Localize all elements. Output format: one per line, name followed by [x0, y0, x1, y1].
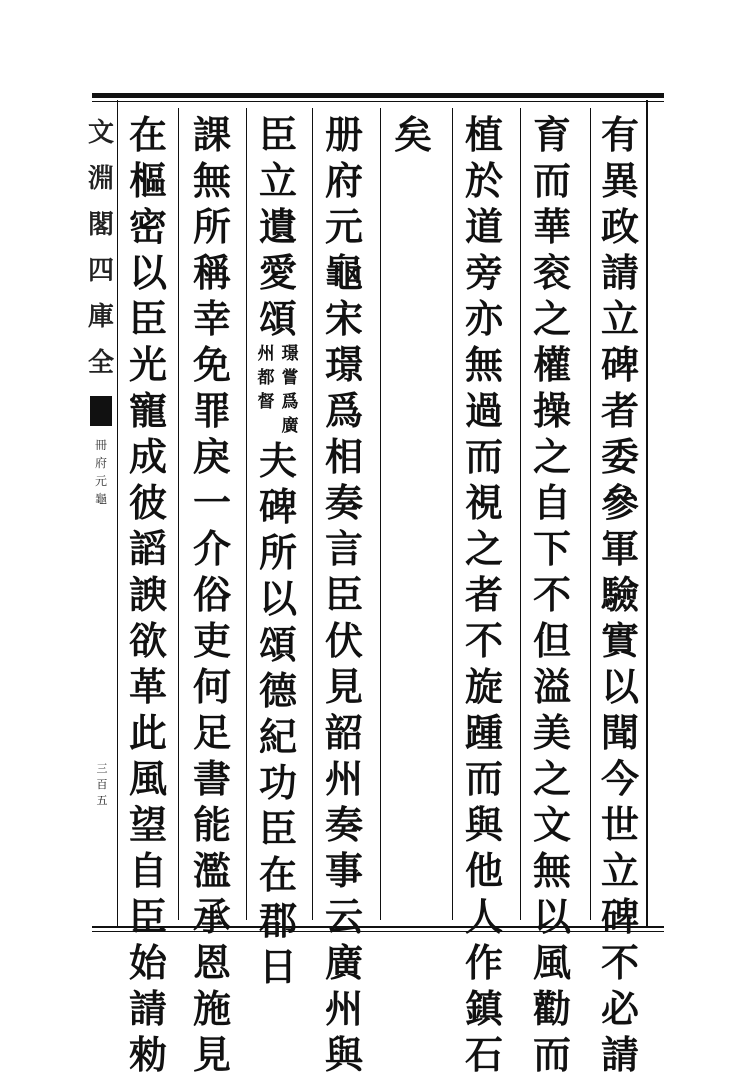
- text-char: 見: [324, 664, 363, 709]
- annotation-char: 爲: [281, 392, 299, 412]
- annotation-char: 都: [257, 368, 275, 388]
- text-char: 光: [128, 342, 167, 387]
- text-char: 請: [600, 250, 639, 295]
- column-divider: [312, 108, 313, 920]
- bottom-border-thin: [92, 931, 664, 932]
- text-char: 於: [464, 158, 503, 203]
- interlinear-annotation: [252, 342, 304, 438]
- margin-title: [88, 110, 114, 508]
- annotation-char: 嘗: [281, 368, 299, 388]
- text-char: 碑: [600, 342, 639, 387]
- text-char: 璟: [324, 342, 363, 387]
- page-number-char: 五: [96, 794, 108, 807]
- text-char: 臣: [258, 806, 297, 851]
- text-char: 下: [532, 526, 571, 571]
- text-char: 風: [128, 756, 167, 801]
- text-char: 華: [532, 204, 571, 249]
- column-divider: [246, 108, 247, 920]
- text-char: 石: [464, 1032, 503, 1077]
- text-char: 元: [324, 204, 363, 249]
- text-char: 自: [128, 848, 167, 893]
- text-char: 而: [464, 756, 503, 801]
- text-char: 美: [532, 710, 571, 755]
- text-char: 者: [464, 572, 503, 617]
- text-char: 無: [532, 848, 571, 893]
- text-char: 恩: [192, 940, 231, 985]
- text-char: 今: [600, 756, 639, 801]
- text-char: 旁: [464, 250, 503, 295]
- text-char: 世: [600, 802, 639, 847]
- margin-title-char: 庫: [88, 302, 115, 332]
- text-char: 足: [192, 710, 231, 755]
- text-char: 免: [192, 342, 231, 387]
- text-char: 諛: [128, 572, 167, 617]
- text-char: 施: [192, 986, 231, 1031]
- text-char: 實: [600, 618, 639, 663]
- text-char: 以: [600, 664, 639, 709]
- text-char: 臣: [258, 112, 297, 157]
- text-char: 承: [192, 894, 231, 939]
- margin-title-char: 閣: [88, 210, 115, 240]
- text-char: 廣: [324, 940, 363, 985]
- text-char: 而: [532, 158, 571, 203]
- text-char: 之: [532, 434, 571, 479]
- text-char: 之: [532, 296, 571, 341]
- text-char: 有: [600, 112, 639, 157]
- text-char: 州: [324, 756, 363, 801]
- text-char: 勑: [128, 1032, 167, 1077]
- text-char: 欲: [128, 618, 167, 663]
- text-char: 謟: [128, 526, 167, 571]
- text-char: 軍: [600, 526, 639, 571]
- text-char: 幸: [192, 296, 231, 341]
- text-char: 而: [532, 1032, 571, 1077]
- text-char: 見: [192, 1032, 231, 1077]
- text-char: 立: [258, 158, 297, 203]
- text-char: 在: [258, 852, 297, 897]
- text-char: 伏: [324, 618, 363, 663]
- text-char: 濫: [192, 848, 231, 893]
- text-char: 寵: [128, 388, 167, 433]
- top-border-thick: [92, 93, 664, 98]
- margin-section-char: 元: [94, 474, 107, 488]
- text-char: 册: [324, 112, 363, 157]
- text-char: 請: [128, 986, 167, 1031]
- text-char: 不: [464, 618, 503, 663]
- text-char: 奏: [324, 802, 363, 847]
- bottom-border: [92, 926, 664, 928]
- text-char: 一: [192, 480, 231, 525]
- annotation-char: 廣: [281, 416, 299, 436]
- fishtail-mark: [90, 396, 112, 426]
- text-char: 郡: [258, 898, 297, 943]
- column-divider: [452, 108, 453, 920]
- text-char: 德: [258, 668, 297, 713]
- text-char: 權: [532, 342, 571, 387]
- text-char: 稱: [192, 250, 231, 295]
- annotation-char: 督: [257, 392, 275, 412]
- text-char: 以: [532, 894, 571, 939]
- text-char: 踵: [464, 710, 503, 755]
- text-char: 立: [600, 296, 639, 341]
- text-char: 視: [464, 480, 503, 525]
- text-char: 以: [128, 250, 167, 295]
- text-char: 作: [464, 940, 503, 985]
- text-char: 功: [258, 760, 297, 805]
- text-char: 亦: [464, 296, 503, 341]
- text-char: 他: [464, 848, 503, 893]
- margin-title-char: 全: [88, 348, 115, 378]
- text-char: 人: [464, 894, 503, 939]
- text-column: [318, 112, 370, 1077]
- text-char: 韶: [324, 710, 363, 755]
- text-char: 臣: [128, 296, 167, 341]
- text-char: 臣: [128, 894, 167, 939]
- text-char: 不: [532, 572, 571, 617]
- margin-section-char: 龜: [94, 492, 107, 506]
- text-char: 吏: [192, 618, 231, 663]
- text-char: 不: [600, 940, 639, 985]
- text-char: 碑: [600, 894, 639, 939]
- text-char: 碑: [258, 484, 297, 529]
- text-char: 政: [600, 204, 639, 249]
- text-char: 過: [464, 388, 503, 433]
- margin-title-char: 淵: [88, 164, 115, 194]
- text-char: 言: [324, 526, 363, 571]
- text-char: 府: [324, 158, 363, 203]
- text-char: 植: [464, 112, 503, 157]
- text-column: [526, 112, 578, 1077]
- text-char: 鎮: [464, 986, 503, 1031]
- text-char: 而: [464, 434, 503, 479]
- text-char: 與: [464, 802, 503, 847]
- top-border-thin: [92, 101, 664, 102]
- text-char: 無: [192, 158, 231, 203]
- text-char: 矣: [393, 112, 432, 157]
- text-column: [252, 112, 304, 989]
- annotation-char: 州: [257, 344, 275, 364]
- text-char: 無: [464, 342, 503, 387]
- text-char: 頌: [258, 296, 297, 341]
- text-char: 書: [192, 756, 231, 801]
- text-char: 之: [464, 526, 503, 571]
- text-char: 宋: [324, 296, 363, 341]
- text-char: 革: [128, 664, 167, 709]
- text-char: 風: [532, 940, 571, 985]
- annotation-column-right: [279, 342, 301, 438]
- text-column: [186, 112, 238, 1077]
- text-column: [594, 112, 646, 1077]
- text-char: 道: [464, 204, 503, 249]
- text-char: 密: [128, 204, 167, 249]
- text-char: 驗: [600, 572, 639, 617]
- text-char: 成: [128, 434, 167, 479]
- text-char: 日: [258, 944, 297, 989]
- text-char: 頌: [258, 622, 297, 667]
- text-char: 操: [532, 388, 571, 433]
- page-number-char: 三: [96, 762, 108, 775]
- column-divider: [520, 108, 521, 920]
- text-char: 所: [258, 530, 297, 575]
- text-char: 俗: [192, 572, 231, 617]
- text-char: 爲: [324, 388, 363, 433]
- text-char: 介: [192, 526, 231, 571]
- text-char: 衮: [532, 250, 571, 295]
- text-char: 臣: [324, 572, 363, 617]
- text-char: 龜: [324, 250, 363, 295]
- text-char: 戾: [192, 434, 231, 479]
- text-char: 能: [192, 802, 231, 847]
- text-char: 此: [128, 710, 167, 755]
- margin-divider: [117, 100, 118, 928]
- text-char: 以: [258, 576, 297, 621]
- right-border: [646, 100, 648, 928]
- margin-section-char: 府: [94, 456, 107, 470]
- text-char: 聞: [600, 710, 639, 755]
- text-char: 奏: [324, 480, 363, 525]
- annotation-char: 璟: [281, 344, 299, 364]
- margin-title-char: 文: [88, 118, 115, 148]
- margin-title-char: 四: [88, 256, 115, 286]
- text-char: 委: [600, 434, 639, 479]
- text-char: 遺: [258, 204, 297, 249]
- annotation-column-left: [255, 342, 277, 438]
- text-char: 溢: [532, 664, 571, 709]
- text-char: 與: [324, 1032, 363, 1077]
- text-char: 紀: [258, 714, 297, 759]
- text-char: 之: [532, 756, 571, 801]
- text-char: 州: [324, 986, 363, 1031]
- text-char: 參: [600, 480, 639, 525]
- text-char: 事: [324, 848, 363, 893]
- text-char: 但: [532, 618, 571, 663]
- margin-section-char: 冊: [94, 438, 107, 452]
- text-char: 文: [532, 802, 571, 847]
- text-char: 必: [600, 986, 639, 1031]
- text-column: [458, 112, 510, 1077]
- text-char: 請: [600, 1032, 639, 1077]
- text-char: 罪: [192, 388, 231, 433]
- column-divider: [590, 108, 591, 920]
- text-char: 課: [192, 112, 231, 157]
- text-column: [122, 112, 174, 1077]
- text-char: 在: [128, 112, 167, 157]
- column-divider: [178, 108, 179, 920]
- text-char: 樞: [128, 158, 167, 203]
- text-char: 所: [192, 204, 231, 249]
- text-char: 自: [532, 480, 571, 525]
- text-char: 愛: [258, 250, 297, 295]
- text-char: 者: [600, 388, 639, 433]
- text-char: 旋: [464, 664, 503, 709]
- text-char: 立: [600, 848, 639, 893]
- text-char: 勸: [532, 986, 571, 1031]
- page-number-char: 百: [96, 778, 108, 791]
- text-column: [387, 112, 439, 912]
- text-char: 育: [532, 112, 571, 157]
- text-char: 始: [128, 940, 167, 985]
- page-number: [92, 760, 112, 808]
- text-char: 云: [324, 894, 363, 939]
- column-divider: [380, 108, 381, 920]
- text-char: 異: [600, 158, 639, 203]
- text-char: 彼: [128, 480, 167, 525]
- text-char: 夫: [258, 438, 297, 483]
- text-char: 望: [128, 802, 167, 847]
- text-char: 何: [192, 664, 231, 709]
- text-char: 相: [324, 434, 363, 479]
